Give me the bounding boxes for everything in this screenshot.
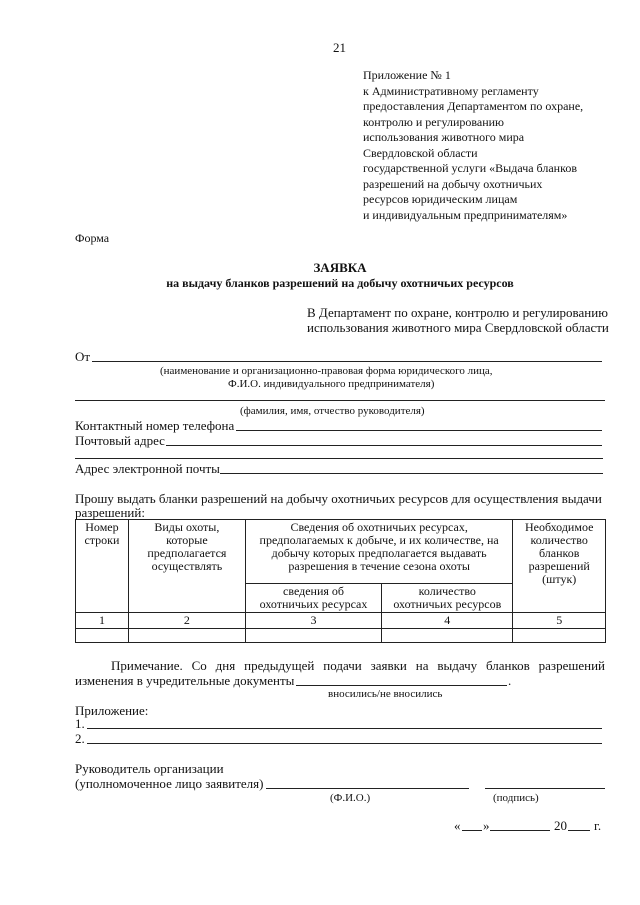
form-label: Форма: [75, 231, 110, 245]
column-number: 5: [513, 613, 606, 629]
day-field[interactable]: [462, 830, 482, 831]
addressee-line: В Департамент по охране, контролю и регулированию: [307, 305, 608, 320]
date-close-quote: »: [483, 818, 490, 833]
table-cell[interactable]: [128, 629, 245, 643]
changes-field[interactable]: [296, 685, 507, 686]
appendix-line: и индивидуальным предпринимателям»: [363, 207, 568, 222]
appendix-line: Свердловской области: [363, 145, 478, 160]
year-suffix: г.: [594, 818, 602, 833]
appendix-line: использования животного мира: [363, 130, 525, 144]
from-hint: (наименование и организационно-правовая форма юридического лица,: [160, 365, 493, 377]
document-title: ЗАЯВКА: [313, 260, 367, 275]
request-text: разрешений:: [75, 505, 145, 520]
appendix-line: ресурсов юридическим лицам: [363, 192, 518, 206]
fio-hint: (Ф.И.О.): [330, 792, 371, 804]
attachment-number: 1.: [75, 716, 85, 731]
year-prefix: 20: [554, 818, 567, 833]
table-cell[interactable]: [513, 629, 606, 643]
request-table: [75, 519, 606, 643]
attachments-label: Приложение:: [75, 703, 149, 718]
from-field-2[interactable]: [75, 400, 605, 401]
attachment-field-2[interactable]: [87, 743, 602, 744]
addressee-line: использования животного мира Свердловской области: [307, 320, 609, 335]
header-resources-quantity: количество охотничьих ресурсов: [382, 584, 513, 613]
date-open-quote: «: [454, 818, 461, 833]
header-row-number: Номер строки: [76, 520, 129, 613]
attachment-number: 2.: [75, 731, 85, 746]
head-name-hint: (фамилия, имя, отчество руководителя): [240, 405, 425, 417]
column-number: 3: [245, 613, 381, 629]
request-text: Прошу выдать бланки разрешений на добычу охотничьих ресурсов для осуществления выдачи: [75, 491, 602, 506]
from-field[interactable]: [92, 361, 602, 362]
address-field-2[interactable]: [75, 458, 603, 459]
header-resources-details: сведения об охотничьих ресурсах: [245, 584, 381, 613]
email-field[interactable]: [220, 473, 603, 474]
phone-field[interactable]: [236, 430, 602, 431]
header-hunt-types: Виды охоты, которые предполагается осуществлять: [128, 520, 245, 613]
table-cell[interactable]: [245, 629, 381, 643]
appendix-block: [363, 68, 583, 223]
signature-hint: (подпись): [493, 792, 539, 804]
column-number: 2: [128, 613, 245, 629]
appendix-line: к Административному регламенту: [363, 83, 539, 98]
header-resources-info: Сведения об охотничьих ресурсах, предполагаемых к добыче, и их количестве, на добычу которых предполагается выдавать разрешения в течение сезона охоты: [245, 520, 513, 584]
signature-subtitle: (уполномоченное лицо заявителя): [75, 776, 264, 791]
header-forms-count: Необходимое количество бланков разрешений (штук): [513, 520, 606, 613]
note-text: Примечание. Со дня предыдущей подачи заявки на выдачу бланков разрешений: [111, 658, 605, 673]
document-subtitle: на выдачу бланков разрешений на добычу охотничьих ресурсов: [166, 276, 514, 290]
year-field[interactable]: [568, 830, 590, 831]
page-number: 21: [333, 40, 346, 55]
appendix-line: контролю и регулированию: [363, 114, 505, 129]
address-field[interactable]: [166, 445, 602, 446]
signature-title: Руководитель организации: [75, 761, 224, 776]
phone-label: Контактный номер телефона: [75, 418, 235, 433]
email-label: Адрес электронной почты: [75, 461, 220, 476]
table-cell[interactable]: [76, 629, 129, 643]
appendix-line: Приложение № 1: [363, 68, 451, 82]
address-label: Почтовый адрес: [75, 433, 165, 448]
from-label: От: [75, 349, 91, 364]
fio-field[interactable]: [266, 788, 469, 789]
changes-hint: вносились/не вносились: [328, 688, 443, 700]
from-hint: Ф.И.О. индивидуального предпринимателя): [228, 378, 435, 390]
appendix-line: государственной услуги «Выдача бланков: [363, 161, 577, 175]
column-number: 4: [382, 613, 513, 629]
appendix-line: предоставления Департаментом по охране,: [363, 99, 584, 113]
table-cell[interactable]: [382, 629, 513, 643]
signature-field[interactable]: [485, 788, 605, 789]
attachment-field-1[interactable]: [87, 728, 602, 729]
note-text: изменения в учредительные документы: [75, 673, 295, 688]
appendix-line: разрешений на добычу охотничьих: [363, 176, 543, 191]
note-period: .: [508, 673, 512, 688]
month-field[interactable]: [490, 830, 550, 831]
column-number: 1: [76, 613, 129, 629]
